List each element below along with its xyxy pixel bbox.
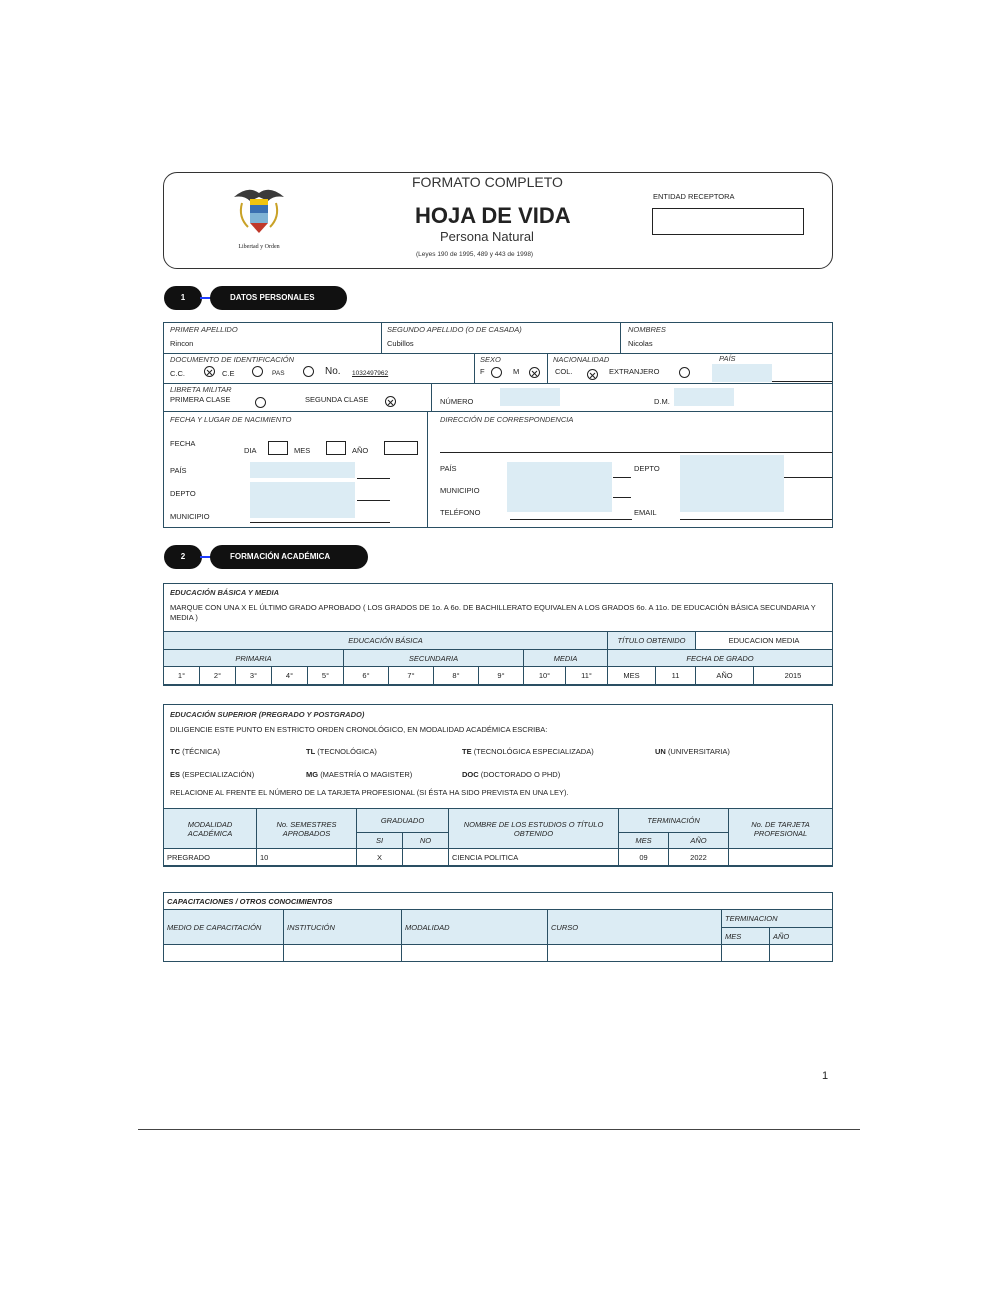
training-ano-label: AÑO [770, 928, 833, 945]
code-doc: DOC (DOCTORADO O PHD) [462, 770, 561, 779]
year-field[interactable] [384, 441, 418, 455]
first-surname-label: PRIMER APELLIDO [170, 325, 238, 334]
birth-depto-field[interactable] [250, 482, 355, 518]
format-label: FORMATO COMPLETO [412, 174, 563, 190]
training-cell[interactable] [402, 945, 548, 962]
entity-field[interactable] [652, 208, 804, 235]
day-field[interactable] [268, 441, 288, 455]
grade-cell[interactable]: 9° [479, 667, 524, 685]
phone-label: TELÉFONO [440, 508, 481, 517]
row-semesters[interactable]: 10 [257, 849, 357, 866]
title-obtained-value[interactable]: EDUCACION MEDIA [696, 632, 833, 650]
grade-cell[interactable]: 5° [308, 667, 344, 685]
no-label: No. [325, 366, 341, 377]
basic-edu-instructions: MARQUE CON UNA X EL ÚLTIMO GRADO APROBADO ( LOS GRADOS DE 1o. A 6o. DE BACHILLERATO EQUIVALEN A LOS GRADOS 6o. A 11o. DE EDUCACIÓN BÁSICA SECUNDARIA Y MEDIA ) [170, 603, 816, 622]
higher-education-grid [163, 808, 833, 866]
code-un: UN (UNIVERSITARIA) [655, 747, 730, 756]
sex-label: SEXO [480, 355, 501, 364]
military-number-field[interactable] [500, 388, 560, 406]
month-field[interactable] [326, 441, 346, 455]
m-label: M [513, 367, 520, 376]
grad-year-label: AÑO [696, 667, 754, 685]
code-es: ES (ESPECIALIZACIÓN) [170, 770, 255, 779]
training-cell[interactable] [164, 945, 284, 962]
code-te: TE (TECNOLÓGICA ESPECIALIZADA) [462, 747, 594, 756]
id-number-value[interactable]: 1032497962 [352, 370, 389, 377]
second-surname-value[interactable]: Cubillos [387, 339, 414, 348]
training-cell[interactable] [284, 945, 402, 962]
email-label: EMAIL [634, 508, 657, 517]
names-label: NOMBRES [628, 325, 666, 334]
col-modality: MODALIDAD ACADÉMICA [164, 809, 257, 849]
section-number: 1 [164, 286, 202, 310]
male-radio[interactable] [529, 367, 540, 378]
basic-education-grid [163, 631, 833, 685]
grad-month-label: MES [608, 667, 656, 685]
page-title: HOJA DE VIDA [415, 203, 571, 228]
col-study-name: NOMBRE DE LOS ESTUDIOS O TÍTULO OBTENIDO [449, 809, 619, 849]
section-title: DATOS PERSONALES [210, 286, 347, 310]
coat-of-arms-emblem [228, 183, 290, 243]
section-number-2: 2 [164, 545, 202, 569]
grade-cell[interactable]: 8° [434, 667, 479, 685]
training-grid [163, 892, 833, 962]
footer-divider [138, 1129, 860, 1130]
relate-instructions: RELACIONE AL FRENTE EL NÚMERO DE LA TARJETA PROFESIONAL (SI ÉSTA HA SIDO PREVISTA EN UNA LEY). [170, 788, 569, 797]
col-mes: MES [619, 833, 669, 849]
military-label: LIBRETA MILITAR [170, 385, 232, 394]
training-cell[interactable] [770, 945, 833, 962]
col-si: SI [357, 833, 403, 849]
colombian-radio[interactable] [587, 369, 598, 380]
row-study[interactable]: CIENCIA POLITICA [449, 849, 619, 866]
first-class-label: PRIMERA CLASE [170, 395, 231, 404]
day-label: DIA [244, 446, 257, 455]
month-label: MES [294, 446, 311, 455]
higher-edu-title: EDUCACIÓN SUPERIOR (PREGRADO Y POSTGRADO) [170, 710, 365, 719]
section-title-2: FORMACIÓN ACADÉMICA [210, 545, 368, 569]
code-tc: TC (TÉCNICA) [170, 747, 221, 756]
grade-cell-marked[interactable]: 11° [566, 667, 608, 685]
training-title: CAPACITACIONES / OTROS CONOCIMIENTOS [164, 893, 833, 910]
page-subtitle: Persona Natural [440, 229, 534, 244]
title-obtained-label: TÍTULO OBTENIDO [608, 632, 696, 650]
second-class-radio[interactable] [385, 396, 396, 407]
military-number-label: NÚMERO [440, 397, 474, 406]
birth-country-field[interactable] [250, 462, 355, 478]
grade-cell[interactable]: 6° [344, 667, 389, 685]
phone-field[interactable] [510, 519, 632, 520]
first-surname-value[interactable]: Rincon [170, 339, 194, 348]
f-label: F [480, 367, 485, 376]
ce-radio[interactable] [252, 366, 263, 377]
entity-label: ENTIDAD RECEPTORA [653, 192, 735, 201]
address-depto-label: DEPTO [634, 464, 660, 473]
col-semesters: No. SEMESTRES APROBADOS [257, 809, 357, 849]
address-country-field[interactable] [507, 462, 612, 512]
grade-cell[interactable]: 1° [164, 667, 200, 685]
address-municipio-label: MUNICIPIO [440, 486, 480, 495]
training-modality-label: MODALIDAD [402, 910, 548, 945]
second-class-label: SEGUNDA CLASE [305, 395, 369, 404]
basic-edu-title: EDUCACIÓN BÁSICA Y MEDIA [170, 588, 280, 597]
pas-label: PAS [272, 370, 285, 377]
grad-date-label: FECHA DE GRADO [608, 650, 833, 667]
row-card[interactable] [729, 849, 833, 866]
cc-label: C.C. [170, 369, 185, 378]
birth-label: FECHA Y LUGAR DE NACIMIENTO [170, 415, 292, 424]
training-institution-label: INSTITUCIÓN [284, 910, 402, 945]
page-number: 1 [822, 1070, 829, 1082]
training-cell[interactable] [548, 945, 722, 962]
grade-cell[interactable]: 7° [389, 667, 434, 685]
table-row [164, 849, 833, 866]
col-graduated: GRADUADO [357, 809, 449, 833]
dm-field[interactable] [674, 388, 734, 406]
nationality-country-label: PAÍS [719, 354, 736, 363]
id-doc-label: DOCUMENTO DE IDENTIFICACIÓN [170, 355, 295, 364]
training-medium-label: MEDIO DE CAPACITACIÓN [164, 910, 284, 945]
row-month[interactable]: 09 [619, 849, 669, 866]
dm-label: D.M. [654, 397, 670, 406]
birth-depto-label: DEPTO [170, 489, 196, 498]
cc-radio[interactable] [204, 366, 215, 377]
training-termination-label: TERMINACION [722, 910, 833, 928]
code-tl: TL (TECNOLÓGICA) [306, 747, 377, 756]
first-class-radio[interactable] [255, 397, 266, 408]
grade-cell[interactable]: 2° [200, 667, 236, 685]
table-row [164, 945, 833, 962]
birth-municipio-label: MUNICIPIO [170, 512, 210, 521]
col-no: NO [403, 833, 449, 849]
email-field[interactable] [680, 519, 832, 520]
row-modality[interactable]: PREGRADO [164, 849, 257, 866]
female-radio[interactable] [491, 367, 502, 378]
training-course-label: CURSO [548, 910, 722, 945]
primaria-label: PRIMARIA [164, 650, 344, 667]
date-label: FECHA [170, 439, 196, 448]
grade-cell[interactable]: 3° [236, 667, 272, 685]
training-mes-label: MES [722, 928, 770, 945]
code-mg: MG (MAESTRÍA O MAGISTER) [306, 770, 413, 779]
address-field[interactable] [440, 452, 832, 453]
secundaria-label: SECUNDARIA [344, 650, 524, 667]
grade-cell[interactable]: 4° [272, 667, 308, 685]
higher-edu-instructions: DILIGENCIE ESTE PUNTO EN ESTRICTO ORDEN CRONOLÓGICO, EN MODALIDAD ACADÉMICA ESCRIBA: [170, 725, 548, 734]
pas-radio[interactable] [303, 366, 314, 377]
nationality-label: NACIONALIDAD [553, 355, 610, 364]
row-year[interactable]: 2022 [669, 849, 729, 866]
col-card: No. DE TARJETA PROFESIONAL [729, 809, 833, 849]
row-no[interactable] [403, 849, 449, 866]
laws-note: (Leyes 190 de 1995, 489 y 443 de 1998) [416, 251, 534, 258]
grade-cell[interactable]: 10° [524, 667, 566, 685]
address-label: DIRECCIÓN DE CORRESPONDENCIA [440, 415, 574, 424]
year-label: AÑO [352, 446, 369, 455]
birth-country-label: PAÍS [170, 466, 187, 475]
col-ano: AÑO [669, 833, 729, 849]
media-label: MEDIA [524, 650, 608, 667]
row-si[interactable]: X [357, 849, 403, 866]
training-cell[interactable] [722, 945, 770, 962]
foreign-label: EXTRANJERO [609, 367, 660, 376]
ce-label: C.E [222, 369, 235, 378]
grad-year-value[interactable]: 2015 [754, 667, 833, 685]
nationality-country-field[interactable] [712, 364, 772, 382]
grad-month-value[interactable]: 11 [656, 667, 696, 685]
foreign-radio[interactable] [679, 367, 690, 378]
second-surname-label: SEGUNDO APELLIDO (O DE CASADA) [387, 325, 522, 334]
basic-edu-header: EDUCACIÓN BÁSICA [164, 632, 608, 650]
col-label: COL. [555, 367, 573, 376]
address-depto-field[interactable] [680, 455, 784, 512]
emblem-motto: Libertad y Orden [238, 244, 280, 250]
names-value[interactable]: Nicolas [628, 339, 653, 348]
col-termination: TERMINACIÓN [619, 809, 729, 833]
address-country-label: PAÍS [440, 464, 457, 473]
